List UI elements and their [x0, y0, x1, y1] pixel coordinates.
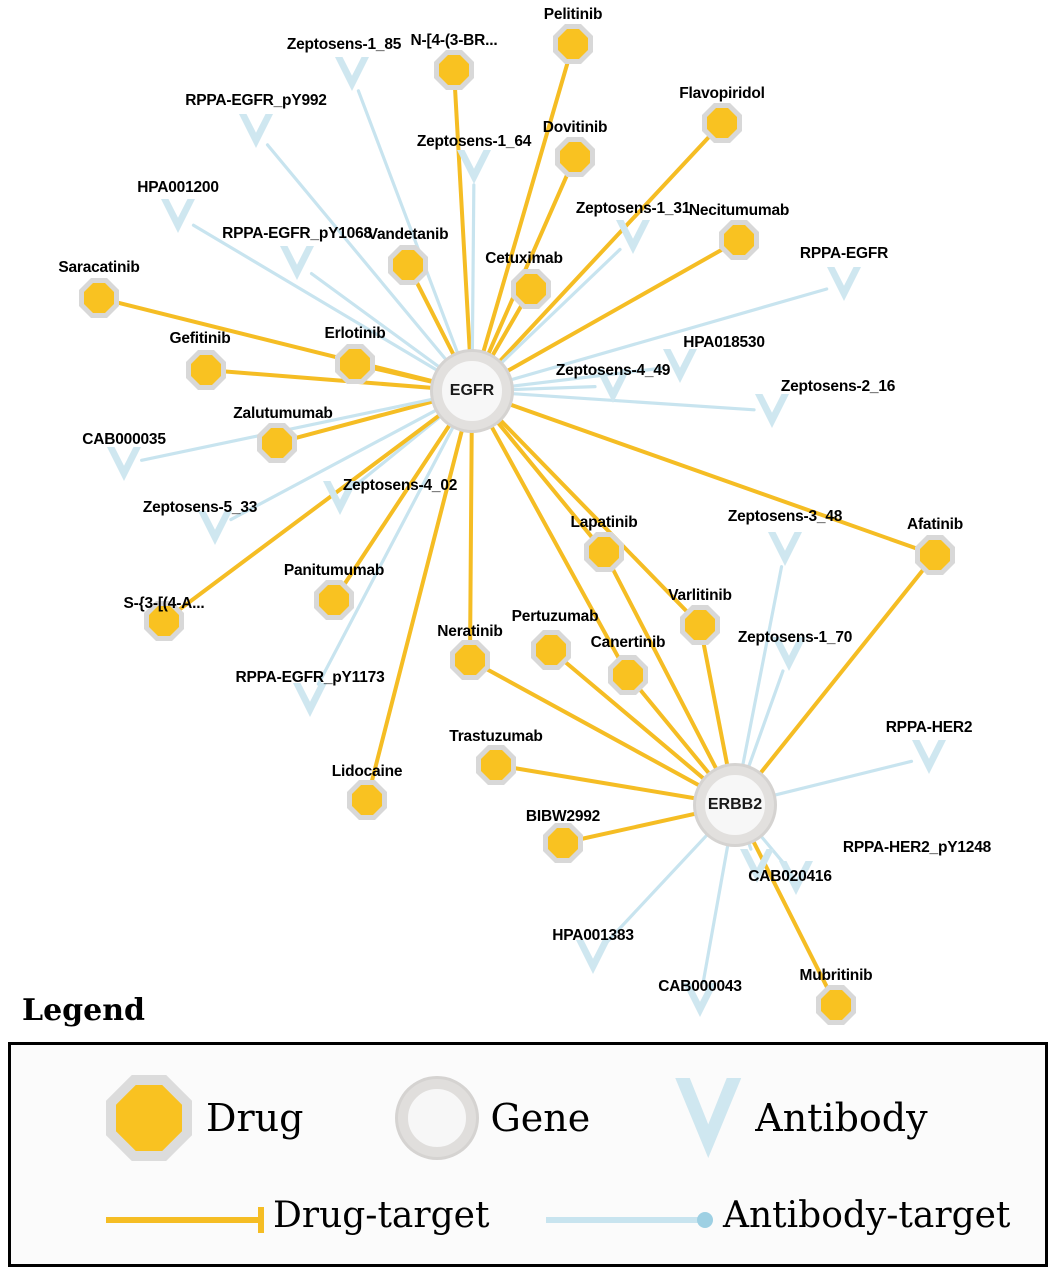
drug-octagon-icon — [388, 245, 428, 285]
node-label: Zeptosens-4_02 — [342, 477, 458, 494]
antibody-target-edge — [509, 393, 754, 409]
drug-octagon-icon — [476, 745, 516, 785]
drug-node[interactable] — [347, 780, 387, 820]
drug-octagon-icon — [79, 278, 119, 318]
drug-octagon-icon — [543, 823, 583, 863]
node-label: RPPA-HER2_pY1248 — [842, 839, 992, 856]
drug-octagon-icon — [314, 580, 354, 620]
node-label: BIBW2992 — [525, 808, 601, 825]
legend-item-drug — [106, 1075, 303, 1161]
node-label: Zeptosens-2_16 — [780, 378, 896, 395]
antibody-chevron-icon — [107, 447, 141, 481]
antibody-target-edge — [472, 185, 474, 354]
drug-node[interactable] — [543, 823, 583, 863]
antibody-chevron-icon — [616, 220, 650, 254]
node-label: Zeptosens-1_64 — [416, 133, 532, 150]
drug-node[interactable] — [584, 532, 624, 572]
drug-node[interactable] — [680, 605, 720, 645]
antibody-chevron-icon — [161, 199, 195, 233]
antibody-node[interactable] — [755, 394, 789, 428]
node-label: CAB000035 — [82, 431, 166, 448]
node-label: RPPA-HER2 — [885, 719, 973, 736]
drug-target-edge — [470, 428, 472, 642]
antibody-node[interactable] — [107, 447, 141, 481]
legend-item-gene — [398, 1079, 590, 1157]
drug-node[interactable] — [702, 103, 742, 143]
antibody-chevron-icon — [576, 940, 610, 974]
node-label: Flavopiridol — [679, 85, 765, 102]
legend-title: Legend — [22, 993, 146, 1028]
drug-octagon-icon — [434, 50, 474, 90]
drug-node[interactable] — [553, 24, 593, 64]
antibody-chevron-icon — [768, 532, 802, 566]
node-label: Zalutumumab — [233, 405, 333, 422]
drug-node[interactable] — [314, 580, 354, 620]
node-label: Neratinib — [437, 623, 503, 640]
node-label: Pertuzumab — [511, 608, 599, 625]
node-label: CAB020416 — [748, 868, 832, 885]
drug-node[interactable] — [434, 50, 474, 90]
antibody-chevron-icon — [293, 683, 327, 717]
drug-octagon-icon — [719, 220, 759, 260]
drug-node[interactable] — [511, 269, 551, 309]
node-label: Canertinib — [590, 634, 666, 651]
legend-edge-row — [11, 1185, 1045, 1255]
gene-node-label: ERBB2 — [707, 796, 763, 813]
node-label: Zeptosens-3_48 — [727, 508, 843, 525]
antibody-node[interactable] — [616, 220, 650, 254]
node-label: CAB000043 — [658, 978, 742, 995]
drug-octagon-icon — [186, 350, 226, 390]
drug-octagon-icon — [450, 640, 490, 680]
antibody-node[interactable] — [457, 150, 491, 184]
node-label: HPA001200 — [137, 179, 219, 196]
drug-octagon-icon — [347, 780, 387, 820]
node-label: RPPA-EGFR_pY1068 — [222, 225, 372, 242]
drug-target-edge — [514, 768, 699, 799]
legend-label-drug: Drug — [206, 1096, 304, 1140]
legend-label-gene: Gene — [490, 1096, 591, 1140]
legend-label-drug-target: Drug-target — [273, 1195, 490, 1236]
drug-octagon-icon — [555, 137, 595, 177]
node-label: RPPA-EGFR_pY992 — [185, 92, 327, 109]
antibody-target-edge — [354, 414, 443, 486]
antibody-chevron-icon — [239, 114, 273, 148]
node-label: RPPA-EGFR_pY1173 — [235, 669, 385, 686]
antibody-chevron-icon — [912, 740, 946, 774]
drug-target-edge — [373, 368, 436, 383]
legend-item-antibody — [675, 1078, 927, 1158]
node-label: N-[4-(3-BR... — [410, 32, 498, 49]
drug-node[interactable] — [79, 278, 119, 318]
node-label: Cetuximab — [485, 250, 563, 267]
gene-ring-icon — [398, 1079, 476, 1157]
drug-node[interactable] — [915, 535, 955, 575]
gene-node-label: EGFR — [449, 382, 495, 399]
antibody-chevron-icon — [827, 267, 861, 301]
node-label: Pelitinib — [543, 6, 603, 23]
node-label: Mubritinib — [799, 967, 873, 984]
node-label: Lapatinib — [570, 514, 638, 531]
antibody-node[interactable] — [161, 199, 195, 233]
legend-label-antibody: Antibody — [755, 1096, 928, 1140]
drug-octagon-icon — [680, 605, 720, 645]
drug-target-edge — [455, 88, 470, 354]
node-label: Varlitinib — [668, 587, 732, 604]
drug-node[interactable] — [555, 137, 595, 177]
node-label: Afatinib — [906, 516, 964, 533]
drug-octagon-icon — [816, 985, 856, 1025]
antibody-node[interactable] — [335, 57, 369, 91]
drug-node[interactable] — [719, 220, 759, 260]
antibody-node[interactable] — [912, 740, 946, 774]
drug-octagon-icon — [702, 103, 742, 143]
node-label: Zeptosens-5_33 — [142, 499, 258, 516]
legend-label-antibody-target: Antibody-target — [723, 1195, 1011, 1236]
node-label: Necitumumab — [688, 202, 790, 219]
drug-node[interactable] — [388, 245, 428, 285]
antibody-chevron-icon — [755, 394, 789, 428]
antibody-node[interactable] — [576, 940, 610, 974]
node-label: Lidocaine — [331, 763, 403, 780]
node-label: HPA018530 — [683, 334, 765, 351]
antibody-node[interactable] — [239, 114, 273, 148]
node-label: S-{3-[(4-A... — [123, 595, 205, 612]
antibody-target-edge — [703, 841, 728, 982]
legend-shape-row — [11, 1063, 1045, 1173]
antibody-chevron-icon — [675, 1078, 741, 1158]
drug-octagon-icon — [608, 655, 648, 695]
legend-panel — [8, 1042, 1048, 1267]
node-label: Zeptosens-1_31 — [575, 200, 691, 217]
drug-node[interactable] — [608, 655, 648, 695]
drug-octagon-icon — [335, 344, 375, 384]
antibody-chevron-icon — [335, 57, 369, 91]
antibody-target-edge — [509, 387, 595, 390]
drug-node[interactable] — [257, 423, 297, 463]
antibody-node[interactable] — [827, 267, 861, 301]
drug-octagon-icon — [553, 24, 593, 64]
node-label: Gefitinib — [169, 330, 231, 347]
drug-octagon-icon — [584, 532, 624, 572]
node-label: Saracatinib — [58, 259, 140, 276]
drug-node[interactable] — [335, 344, 375, 384]
drug-octagon-icon — [511, 269, 551, 309]
antibody-target-edge — [771, 761, 912, 796]
node-label: Zeptosens-1_85 — [286, 36, 402, 53]
node-label: Dovitinib — [542, 119, 608, 136]
node-label: Zeptosens-1_70 — [737, 629, 853, 646]
drug-node[interactable] — [476, 745, 516, 785]
drug-target-edge — [507, 403, 918, 549]
antibody-node[interactable] — [768, 532, 802, 566]
drug-node[interactable] — [186, 350, 226, 390]
antibody-node[interactable] — [280, 246, 314, 280]
drug-node[interactable] — [450, 640, 490, 680]
node-label: RPPA-EGFR — [799, 245, 889, 262]
node-label: Panitumumab — [283, 562, 385, 579]
node-label: Trastuzumab — [449, 728, 543, 745]
antibody-chevron-icon — [280, 246, 314, 280]
antibody-node[interactable] — [293, 683, 327, 717]
drug-node[interactable] — [816, 985, 856, 1025]
drug-octagon-icon — [531, 630, 571, 670]
drug-octagon-icon — [257, 423, 297, 463]
node-label: Erlotinib — [324, 325, 386, 342]
node-label: HPA001383 — [552, 927, 634, 944]
node-label: Zeptosens-4_49 — [555, 362, 671, 379]
drug-octagon-icon — [106, 1075, 192, 1161]
node-label: Vandetanib — [367, 226, 449, 243]
antibody-chevron-icon — [457, 150, 491, 184]
drug-node[interactable] — [531, 630, 571, 670]
drug-octagon-icon — [915, 535, 955, 575]
